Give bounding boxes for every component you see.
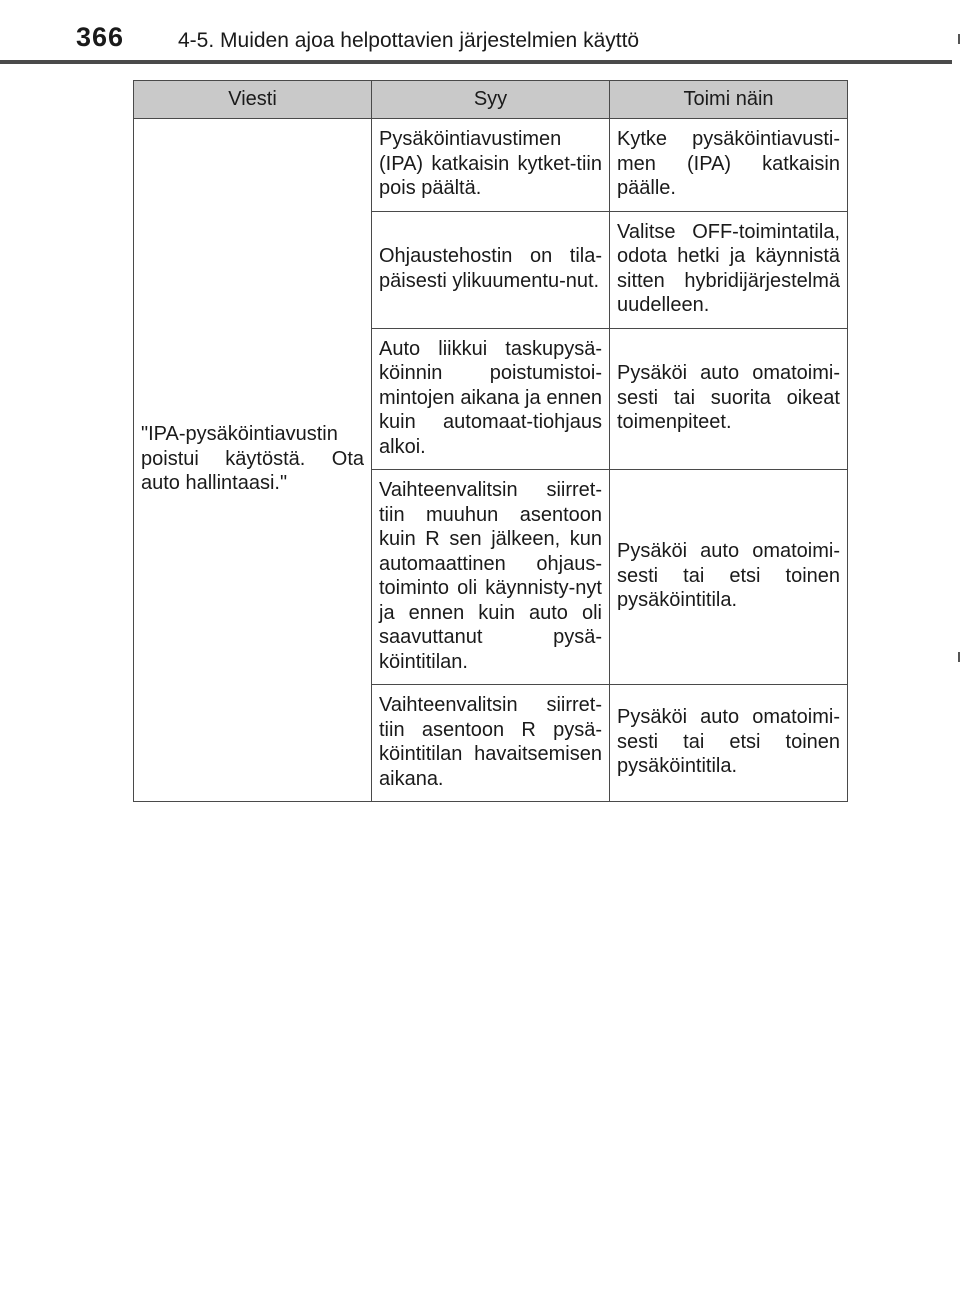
action-cell <box>610 685 848 802</box>
cause-text: Ohjaustehostin on tila-päisesti ylikuumentu-nut. <box>379 245 602 292</box>
page-number: 366 <box>76 22 125 52</box>
action-text: Kytke pysäköintiavusti-men (IPA) katkaisin päälle. <box>617 128 840 199</box>
action-cell <box>610 328 848 470</box>
header-rule <box>0 60 952 64</box>
table-header-row <box>134 81 848 119</box>
message-text: "IPA-pysäköintiavustin poistui käytöstä. Ota auto hallintaasi." <box>141 423 364 495</box>
column-header-message: Viesti <box>134 81 372 119</box>
action-cell <box>610 470 848 685</box>
cause-text: Vaihteenvalitsin siirret-tiin asentoon R pysä-köintitilan havaitsemisen aikana. <box>379 694 602 790</box>
column-header-action: Toimi näin <box>610 81 848 119</box>
action-text: Valitse OFF-toimintatila, odota hetki ja käynnistä sitten hybridijärjestelmä uudelleen. <box>617 220 840 316</box>
cause-text: Auto liikkui taskupysä-köinnin poistumistoi-mintojen aikana ja ennen kuin automaat-tiohjaus alkoi. <box>379 337 602 458</box>
action-text: Pysäköi auto omatoimi-sesti tai etsi toinen pysäköintitila. <box>617 706 840 778</box>
cause-text: Vaihteenvalitsin siirret-tiin muuhun asentoon kuin R sen jälkeen, kun automaattinen ohjaus-toiminto oli käynnisty-nyt ja ennen kuin auto oli saavuttanut pysä-köintitilan. <box>379 479 602 673</box>
cause-cell <box>372 685 610 802</box>
cause-cell <box>372 211 610 328</box>
section-title: 4-5. Muiden ajoa helpottavien järjestelmien käyttö <box>178 29 640 52</box>
action-text: Pysäköi auto omatoimi-sesti tai etsi toinen pysäköintitila. <box>617 540 840 612</box>
cause-cell <box>372 328 610 470</box>
cause-cell <box>372 470 610 685</box>
message-table <box>133 80 848 802</box>
table-row <box>134 119 848 212</box>
cause-text: Pysäköintiavustimen (IPA) katkaisin kytket-tiin pois päältä. <box>379 128 602 199</box>
action-text: Pysäköi auto omatoimi-sesti tai suorita oikeat toimenpiteet. <box>617 362 840 433</box>
cause-cell <box>372 119 610 212</box>
action-cell <box>610 211 848 328</box>
message-cell <box>134 119 372 802</box>
column-header-cause: Syy <box>372 81 610 119</box>
action-cell <box>610 119 848 212</box>
